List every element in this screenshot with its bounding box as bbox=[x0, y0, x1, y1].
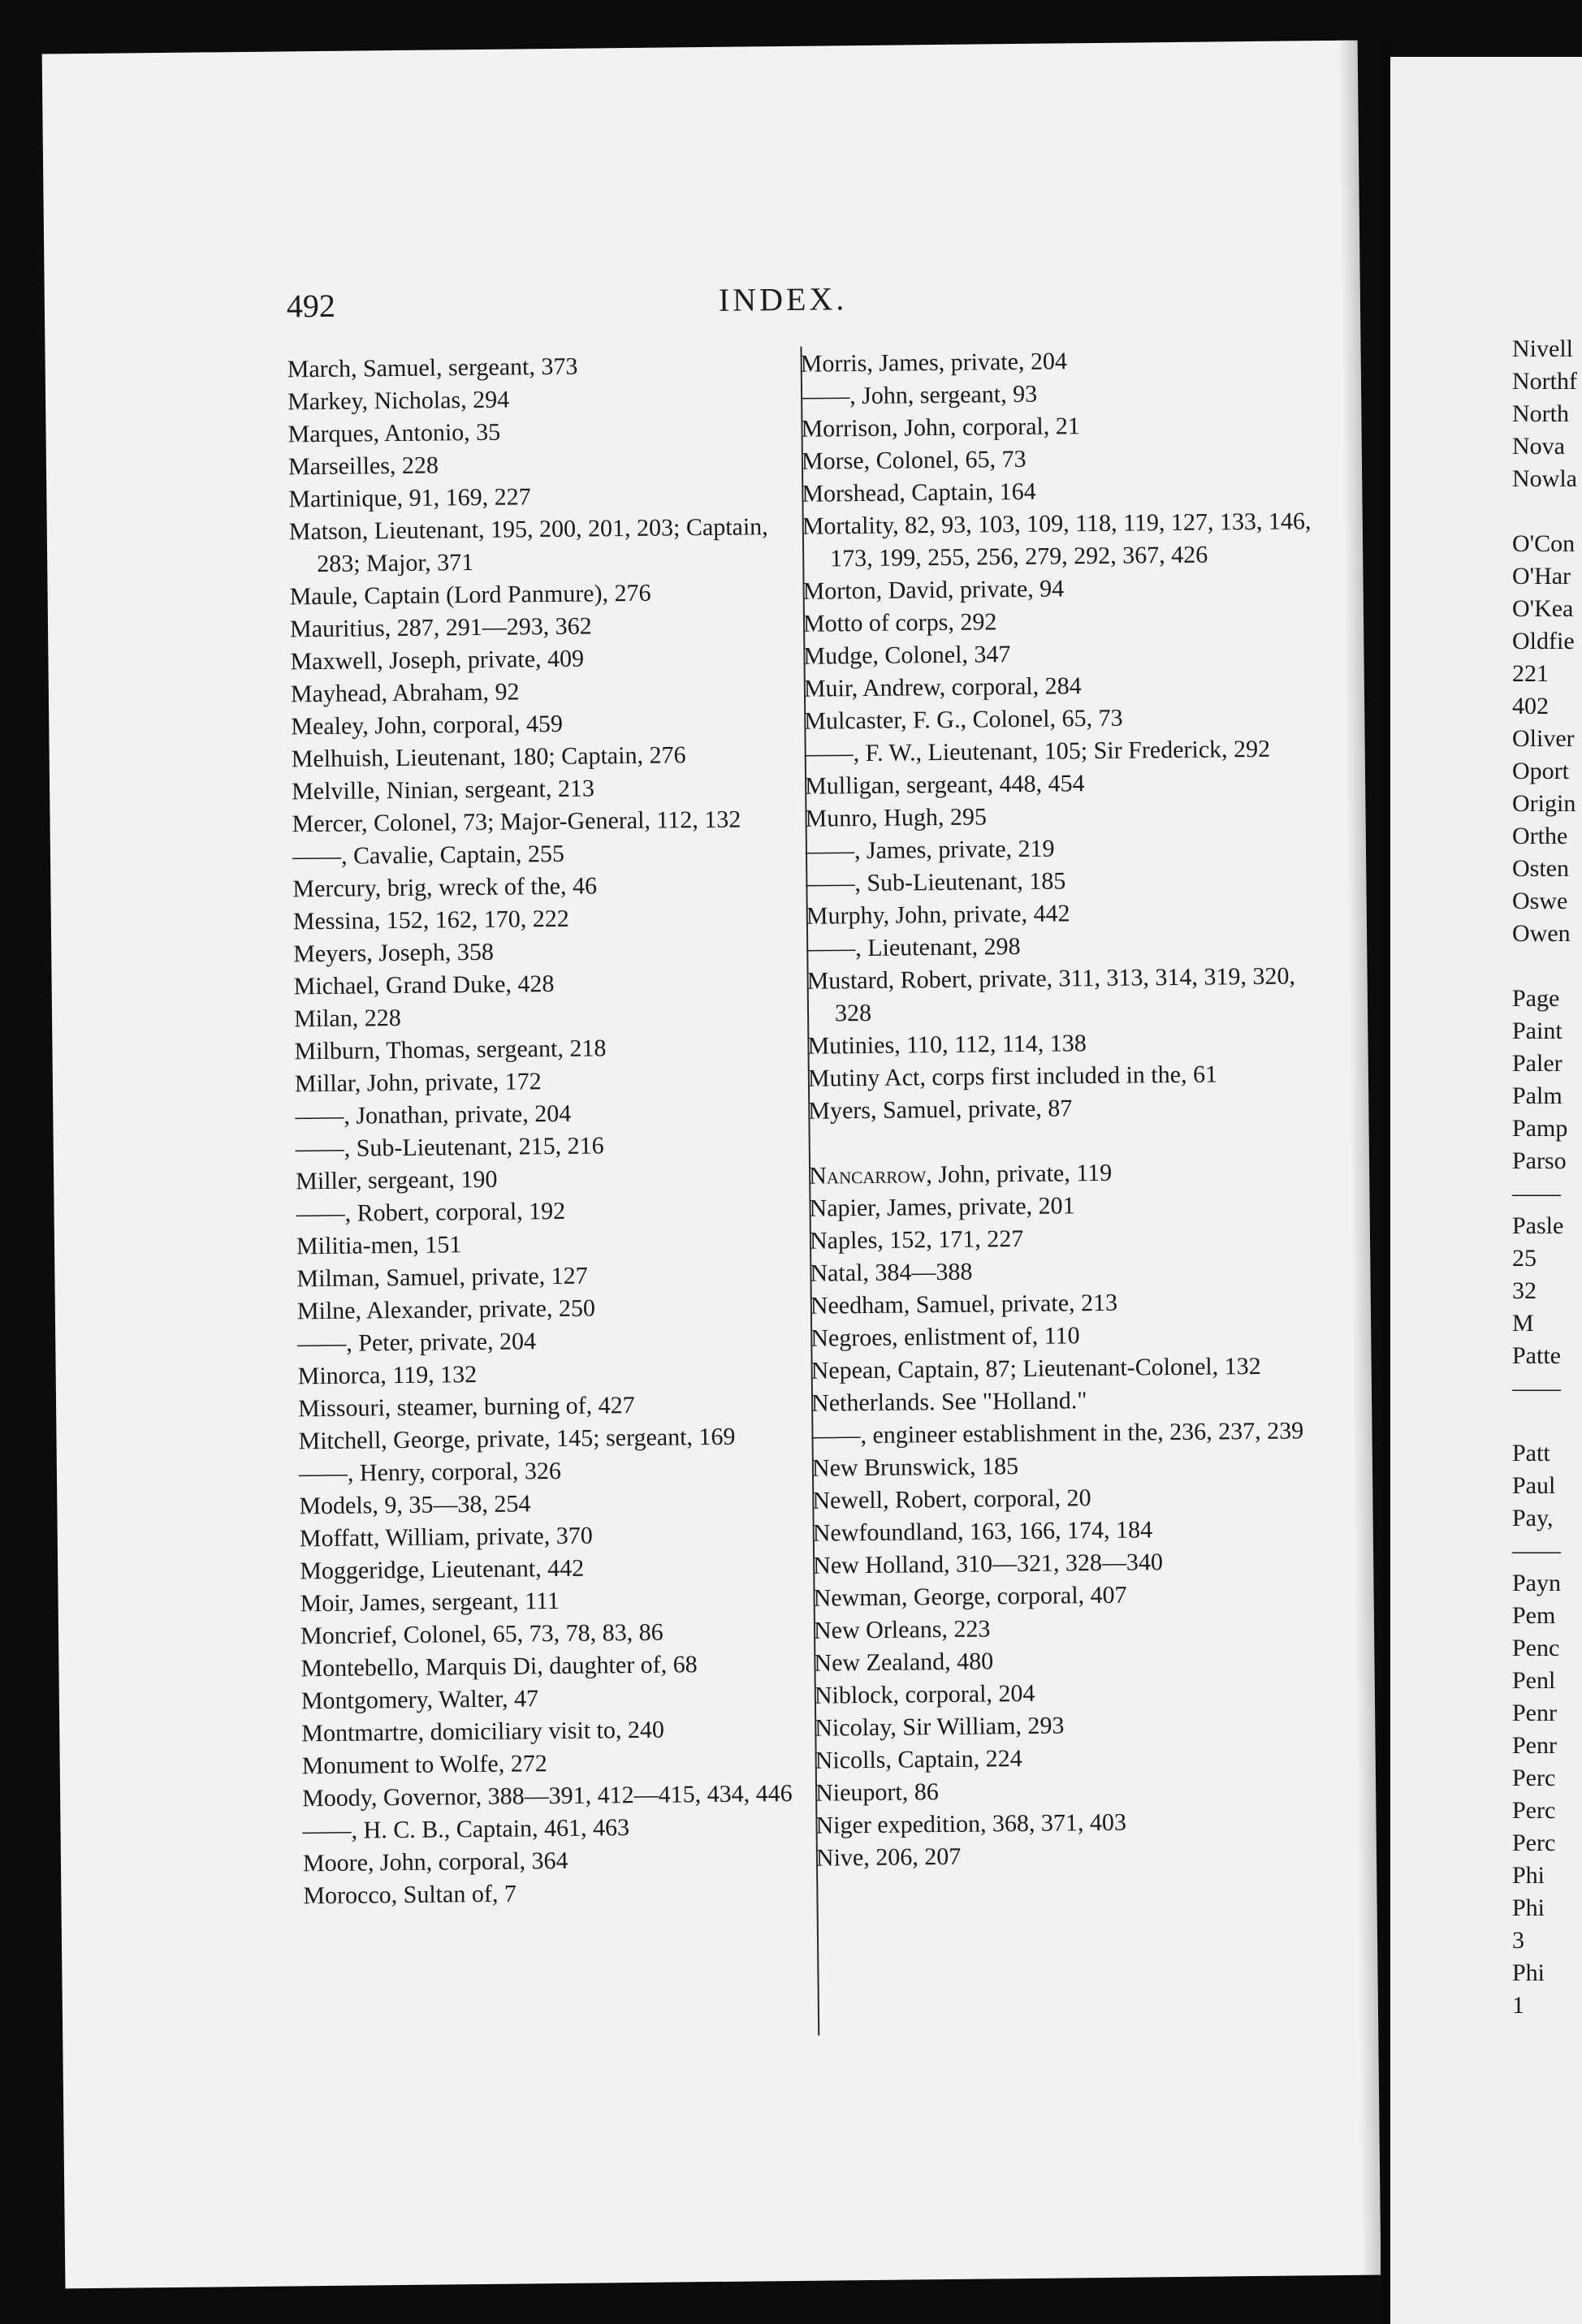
facing-page-fragment: Penl bbox=[1512, 1667, 1556, 1694]
facing-page-fragment: Phi bbox=[1512, 1862, 1545, 1889]
facing-page-fragment: Perc bbox=[1512, 1765, 1556, 1791]
index-entry: Nive, 206, 207 bbox=[815, 1842, 962, 1872]
index-entry: Montebello, Marquis Di, daughter of, 68 bbox=[300, 1651, 698, 1683]
index-entry: Mustard, Robert, private, 311, 313, 314, 319, 320, 328 bbox=[806, 962, 1296, 1027]
facing-page-fragment: Penr bbox=[1512, 1700, 1557, 1726]
index-entry: Miller, sergeant, 190 bbox=[296, 1165, 498, 1195]
index-entry: Mauritius, 287, 291—293, 362 bbox=[289, 612, 592, 643]
index-entry: ——, Lieutenant, 298 bbox=[806, 933, 1021, 962]
facing-page-fragment: Northf bbox=[1512, 368, 1577, 395]
index-entry: Muir, Andrew, corporal, 284 bbox=[803, 672, 1082, 702]
index-entry: Mortality, 82, 93, 103, 109, 118, 119, 127, 133, 146, 173, 199, 255, 256, 279, 292, 367, 426 bbox=[802, 508, 1312, 572]
facing-page-fragment: Origin bbox=[1512, 790, 1576, 817]
index-entry: Michael, Grand Duke, 428 bbox=[293, 970, 555, 1000]
index-entry: Morse, Colonel, 65, 73 bbox=[801, 445, 1027, 475]
index-entry: Moncrief, Colonel, 65, 73, 78, 83, 86 bbox=[300, 1618, 663, 1650]
book-page bbox=[42, 41, 1381, 2289]
facing-page-fragment: Oldfie bbox=[1512, 628, 1575, 654]
facing-page-fragment: 221 bbox=[1512, 660, 1549, 687]
facing-page-fragment: Parso bbox=[1512, 1147, 1567, 1174]
facing-page-fragment: Oswe bbox=[1512, 888, 1568, 914]
index-entry: ——, John, sergeant, 93 bbox=[800, 380, 1038, 410]
index-entry: ——, James, private, 219 bbox=[805, 835, 1055, 865]
index-entry: Munro, Hugh, 295 bbox=[805, 803, 988, 832]
facing-page-fragment: Pay, bbox=[1512, 1505, 1554, 1531]
index-entry: Milan, 228 bbox=[293, 1004, 401, 1033]
index-entry: Melville, Ninian, sergeant, 213 bbox=[291, 775, 595, 806]
facing-page-fragment: Palm bbox=[1512, 1082, 1563, 1109]
index-entry: Matson, Lieutenant, 195, 200, 201, 203; Captain, 283; Major, 371 bbox=[288, 513, 768, 578]
index-entry: Minorca, 119, 132 bbox=[297, 1361, 478, 1390]
index-entry-rest: , John, private, 119 bbox=[926, 1159, 1113, 1189]
facing-page-fragment: 25 bbox=[1512, 1245, 1537, 1272]
index-entry bbox=[809, 1155, 1329, 1193]
index-entry: ——, H. C. B., Captain, 461, 463 bbox=[302, 1814, 630, 1845]
index-entry: Melhuish, Lieutenant, 180; Captain, 276 bbox=[291, 741, 686, 773]
index-entry: Mercury, brig, wreck of the, 46 bbox=[292, 872, 598, 903]
index-entry: Nieuport, 86 bbox=[815, 1778, 939, 1807]
facing-page-fragment: Phi bbox=[1512, 1959, 1545, 1986]
index-entry: Newell, Robert, corporal, 20 bbox=[812, 1484, 1091, 1514]
index-entry: Moggeridge, Lieutenant, 442 bbox=[300, 1554, 585, 1585]
facing-page-fragment: Nivell bbox=[1512, 335, 1573, 362]
index-entry: Morris, James, private, 204 bbox=[800, 348, 1068, 378]
facing-page-fragment: O'Har bbox=[1512, 563, 1571, 590]
section-gap bbox=[809, 1122, 1329, 1160]
facing-page-fragment: Paler bbox=[1512, 1050, 1563, 1077]
index-entry: Moore, John, corporal, 364 bbox=[302, 1847, 568, 1877]
facing-page-fragment: —— bbox=[1512, 1180, 1561, 1207]
facing-page-fragment: Paint bbox=[1512, 1017, 1563, 1044]
index-entry: Milne, Alexander, private, 250 bbox=[296, 1294, 596, 1325]
index-entry: Myers, Samuel, private, 87 bbox=[808, 1095, 1073, 1125]
index-entry: Mercer, Colonel, 73; Major-General, 112, 132 bbox=[292, 806, 741, 838]
facing-page-fragment: Pem bbox=[1512, 1602, 1556, 1629]
index-entry: Militia-men, 151 bbox=[296, 1231, 462, 1260]
index-entry: Moffatt, William, private, 370 bbox=[299, 1522, 593, 1553]
index-entry: ——, Peter, private, 204 bbox=[297, 1328, 537, 1358]
index-entry: Nepean, Captain, 87; Lieutenant-Colonel, 132 bbox=[810, 1352, 1261, 1384]
index-entry: Mutinies, 110, 112, 114, 138 bbox=[807, 1030, 1087, 1060]
index-entry: Models, 9, 35—38, 254 bbox=[299, 1490, 531, 1520]
index-entry: New Holland, 310—321, 328—340 bbox=[813, 1549, 1164, 1579]
index-entry: Mayhead, Abraham, 92 bbox=[290, 678, 520, 708]
facing-page-fragment: M bbox=[1512, 1310, 1534, 1337]
facing-page-fragment: —— bbox=[1512, 1537, 1561, 1564]
index-entry-head: Nancarrow bbox=[808, 1161, 927, 1190]
index-entry: Niblock, corporal, 204 bbox=[814, 1679, 1035, 1709]
facing-page-fragment: Patte bbox=[1512, 1342, 1561, 1369]
index-entry: New Brunswick, 185 bbox=[811, 1453, 1019, 1482]
index-entry: Murphy, John, private, 442 bbox=[806, 900, 1070, 930]
index-entry: March, Samuel, sergeant, 373 bbox=[287, 352, 578, 383]
facing-page-fragment: Payn bbox=[1512, 1570, 1561, 1596]
facing-page-fragment: Perc bbox=[1512, 1829, 1556, 1856]
running-head: INDEX. bbox=[718, 280, 848, 318]
index-entry: Marques, Antonio, 35 bbox=[287, 418, 501, 448]
facing-page-fragment: Page bbox=[1512, 985, 1560, 1012]
index-entry: Martinique, 91, 169, 227 bbox=[288, 483, 531, 513]
index-entry: Moir, James, sergeant, 111 bbox=[300, 1587, 560, 1618]
facing-page-fragment: Perc bbox=[1512, 1797, 1556, 1824]
index-entry: Needham, Samuel, private, 213 bbox=[810, 1289, 1118, 1320]
index-entry: Monument to Wolfe, 272 bbox=[301, 1750, 547, 1780]
facing-page bbox=[1390, 57, 1582, 2324]
index-entry: Netherlands. See "Holland." bbox=[810, 1387, 1087, 1417]
facing-page-fragment: —— bbox=[1512, 1375, 1561, 1402]
facing-page-fragment: North bbox=[1512, 400, 1569, 427]
index-entry: Morshead, Captain, 164 bbox=[802, 477, 1036, 508]
index-entry: New Zealand, 480 bbox=[814, 1648, 994, 1677]
index-entry: Meyers, Joseph, 358 bbox=[293, 938, 495, 968]
facing-page-fragment: Penc bbox=[1512, 1635, 1560, 1661]
index-entry: ——, Sub-Lieutenant, 215, 216 bbox=[295, 1132, 604, 1163]
index-entry: New Orleans, 223 bbox=[813, 1615, 991, 1644]
facing-page-fragment: Oliver bbox=[1512, 725, 1575, 752]
index-entry: ——, F. W., Lieutenant, 105; Sir Frederick, 292 bbox=[804, 735, 1271, 767]
facing-page-fragment: Orthe bbox=[1512, 823, 1568, 849]
index-entry: Naples, 152, 171, 227 bbox=[809, 1225, 1024, 1255]
facing-page-fragment: 3 bbox=[1512, 1927, 1524, 1954]
index-entry: Niger expedition, 368, 371, 403 bbox=[815, 1808, 1127, 1839]
index-entry: Motto of corps, 292 bbox=[802, 608, 997, 637]
facing-page-fragment: O'Kea bbox=[1512, 595, 1574, 622]
facing-page-fragment: Oport bbox=[1512, 758, 1569, 784]
index-entry: Mudge, Colonel, 347 bbox=[803, 641, 1011, 670]
index-entry: Millar, John, private, 172 bbox=[294, 1068, 542, 1098]
index-entry: Missouri, steamer, burning of, 427 bbox=[297, 1392, 635, 1423]
facing-page-fragment: 32 bbox=[1512, 1277, 1537, 1304]
index-entry: Montmartre, domiciliary visit to, 240 bbox=[301, 1716, 665, 1747]
index-entry: ——, Cavalie, Captain, 255 bbox=[292, 840, 565, 870]
index-entry: Milman, Samuel, private, 127 bbox=[296, 1262, 588, 1293]
facing-page-fragment: Owen bbox=[1512, 920, 1571, 947]
facing-page-fragment: 1 bbox=[1512, 1992, 1524, 2019]
facing-page-fragment: Pasle bbox=[1512, 1212, 1564, 1239]
index-entry: Nicolls, Captain, 224 bbox=[815, 1745, 1022, 1774]
facing-page-fragment: 402 bbox=[1512, 693, 1549, 719]
facing-page-fragment: Patt bbox=[1512, 1440, 1550, 1467]
index-entry: Newman, George, corporal, 407 bbox=[813, 1581, 1127, 1612]
facing-page-fragment: O'Con bbox=[1512, 530, 1576, 557]
index-entry: Mulcaster, F. G., Colonel, 65, 73 bbox=[804, 704, 1123, 735]
index-entry: ——, Jonathan, private, 204 bbox=[295, 1099, 572, 1130]
facing-page-fragment: Nova bbox=[1512, 433, 1565, 460]
facing-page-fragment: Pamp bbox=[1512, 1115, 1568, 1142]
index-entry: Mitchell, George, private, 145; sergeant, 169 bbox=[298, 1423, 736, 1455]
index-entry: Maule, Captain (Lord Panmure), 276 bbox=[289, 579, 651, 611]
facing-page-fragment: Penr bbox=[1512, 1732, 1557, 1759]
index-entry: ——, Robert, corporal, 192 bbox=[296, 1197, 566, 1228]
index-group-m bbox=[800, 343, 1328, 1128]
index-entry: Morrison, John, corporal, 21 bbox=[801, 413, 1080, 443]
index-entry: Negroes, enlistment of, 110 bbox=[810, 1322, 1080, 1352]
facing-page-fragment: Nowla bbox=[1512, 465, 1577, 492]
index-entry: ——, Henry, corporal, 326 bbox=[298, 1457, 562, 1488]
index-entry: Montgomery, Walter, 47 bbox=[300, 1685, 539, 1715]
index-entry: Newfoundland, 163, 166, 174, 184 bbox=[812, 1516, 1153, 1547]
index-entry: Messina, 152, 162, 170, 222 bbox=[292, 905, 569, 935]
index-entry: ——, Sub-Lieutenant, 185 bbox=[806, 867, 1066, 897]
index-entry: Natal, 384—388 bbox=[810, 1258, 973, 1287]
index-group-n bbox=[809, 1187, 1336, 1875]
index-entry: Mulligan, sergeant, 448, 454 bbox=[804, 770, 1085, 800]
index-entry: Moody, Governor, 388—391, 412—415, 434, 446 bbox=[301, 1780, 793, 1812]
index-entry: Marseilles, 228 bbox=[287, 451, 439, 481]
index-entry: Markey, Nicholas, 294 bbox=[287, 386, 510, 416]
index-column-left bbox=[287, 348, 823, 1913]
index-entry: Milburn, Thomas, sergeant, 218 bbox=[294, 1035, 607, 1065]
index-entry: Napier, James, private, 201 bbox=[809, 1192, 1075, 1222]
index-entry: Nicolay, Sir William, 293 bbox=[815, 1712, 1065, 1742]
index-entry: Morton, David, private, 94 bbox=[802, 575, 1065, 605]
facing-page-fragment: Osten bbox=[1512, 855, 1569, 882]
index-entry: Maxwell, Joseph, private, 409 bbox=[290, 645, 585, 676]
page-edge-shadow bbox=[1338, 41, 1381, 2275]
index-entry: Morocco, Sultan of, 7 bbox=[303, 1880, 517, 1910]
index-entry: ——, engineer establishment in the, 236, 237, 239 bbox=[811, 1417, 1304, 1449]
page-number: 492 bbox=[286, 287, 336, 325]
index-entry: Mealey, John, corporal, 459 bbox=[291, 710, 564, 741]
index-column-right bbox=[800, 343, 1336, 1875]
index-entry: Mutiny Act, corps first included in the, 61 bbox=[807, 1060, 1218, 1092]
facing-page-fragment: Paul bbox=[1512, 1472, 1556, 1499]
facing-page-fragment: Phi bbox=[1512, 1894, 1545, 1921]
